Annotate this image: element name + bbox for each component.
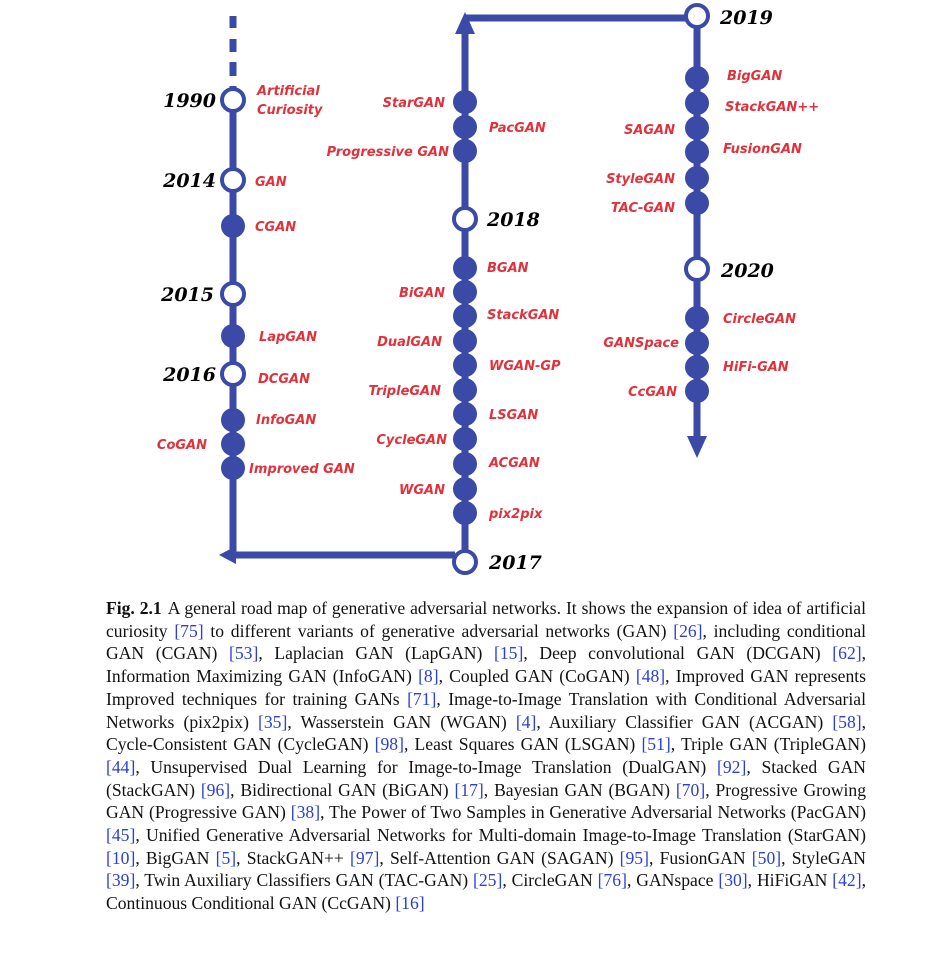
caption-segment: , Twin Auxiliary Classifiers GAN (TAC-GAN) (135, 870, 474, 891)
node-ccgan (685, 379, 709, 403)
node-wgan (453, 477, 477, 501)
node-triplegan (453, 378, 477, 402)
arrow-left (219, 546, 236, 564)
label-lapgan: LapGAN (259, 330, 317, 345)
node-lapgan (221, 324, 245, 348)
label-cogan: CoGAN (156, 438, 207, 453)
label-artificial: Artificial (257, 84, 320, 99)
caption-segment: , HiFiGAN (747, 870, 833, 891)
citation-link[interactable]: [58] (832, 711, 862, 732)
label-stackganpp: StackGAN++ (725, 100, 820, 115)
citation-link[interactable]: [5] (215, 847, 237, 868)
caption-segment: , Information Maximizing GAN (InfoGAN) (106, 643, 867, 687)
citation-link[interactable]: [98] (374, 734, 404, 755)
citation-link[interactable]: [75] (174, 620, 204, 641)
caption-segment: , Image-to-Image Translation with Conditional Adversarial Networks (pix2pix) (106, 688, 866, 732)
node-2016 (222, 363, 244, 385)
node-dualgan (453, 329, 477, 353)
caption-segment: to different variants of generative adversarial networks (GAN) (203, 620, 674, 641)
citation-link[interactable]: [71] (407, 688, 437, 709)
caption-segment: , Unified Generative Adversarial Networks for Multi-domain Image-to-Image Translation (StarGAN) (135, 825, 866, 846)
caption-segment: , including conditional GAN (CGAN) (106, 620, 867, 664)
citation-link[interactable]: [53] (229, 643, 259, 664)
citation-link[interactable]: [25] (473, 870, 503, 891)
year-label-2014: 2014 (163, 170, 216, 192)
citation-link[interactable]: [62] (832, 643, 862, 664)
caption-segment: , Unsupervised Dual Learning for Image-to-Image Translation (DualGAN) (135, 756, 718, 777)
node-fusiongan (685, 140, 709, 164)
node-wgan-gp (453, 353, 477, 377)
node-hifigan (685, 355, 709, 379)
label-bigan: BiGAN (399, 286, 445, 301)
node-cogan (221, 432, 245, 456)
node-stackgan (453, 304, 477, 328)
citation-link[interactable]: [39] (106, 870, 136, 891)
caption-segment: , Laplacian GAN (LapGAN) (258, 643, 495, 664)
year-label-2016: 2016 (163, 364, 216, 386)
caption-segment: , CircleGAN (502, 870, 598, 891)
node-2020 (686, 258, 708, 280)
node-sagan (685, 116, 709, 140)
label-acgan: ACGAN (489, 456, 540, 471)
figure-label: Fig. 2.1 (106, 598, 162, 618)
node-1990 (222, 89, 244, 111)
node-ganspace (685, 331, 709, 355)
citation-link[interactable]: [38] (290, 802, 321, 823)
node-acgan (453, 452, 477, 476)
node-pix2pix (453, 501, 477, 525)
node-circlegan (685, 306, 709, 330)
node-biggan (685, 66, 709, 90)
label-bgan: BGAN (487, 261, 529, 276)
year-label-2015: 2015 (161, 284, 214, 306)
caption-segment: , Improved GAN represents Improved techniques for training GANs (106, 666, 866, 709)
citation-link[interactable]: [8] (418, 666, 439, 687)
label-circlegan: CircleGAN (723, 312, 796, 327)
citation-link[interactable]: [35] (258, 711, 288, 732)
citation-link[interactable]: [26] (673, 620, 703, 641)
citation-link[interactable]: [97] (350, 847, 380, 868)
caption-segment: , Deep convolutional GAN (DCGAN) (523, 643, 833, 664)
label-fusiongan: FusionGAN (723, 142, 802, 157)
citation-link[interactable]: [51] (641, 734, 671, 755)
label-stargan: StarGAN (382, 96, 445, 111)
citation-link[interactable]: [45] (106, 825, 136, 846)
caption-segment: , Triple GAN (TripleGAN) (670, 734, 866, 755)
caption-segment: , Auxiliary Classifier GAN (ACGAN) (536, 711, 833, 732)
citation-link[interactable]: [16] (395, 893, 425, 914)
label-ganspace: GANSpace (603, 336, 679, 351)
node-tacgan (685, 191, 709, 215)
node-2017 (454, 551, 476, 573)
caption-segment: A general road map of generative adversarial networks. It shows the expansion of idea of artificial curiosity (106, 598, 866, 641)
citation-link[interactable]: [48] (635, 666, 666, 687)
label-stylegan: StyleGAN (606, 172, 675, 187)
node-2015 (222, 283, 244, 305)
caption-segment: , Stacked GAN (StackGAN) (106, 756, 866, 800)
caption-segment: , Continuous Conditional GAN (CcGAN) (106, 870, 866, 914)
label-tacgan: TAC-GAN (610, 201, 675, 216)
year-label-2017: 2017 (489, 552, 542, 574)
label-curiosity: Curiosity (257, 103, 323, 118)
caption-segment: , Bidirectional GAN (BiGAN) (230, 779, 455, 800)
caption-segment: , StyleGAN (781, 847, 866, 868)
citation-link[interactable]: [92] (717, 756, 747, 777)
model-labels (157, 69, 819, 522)
caption-segment: , Wasserstein GAN (WGAN) (287, 711, 516, 732)
caption-segment: , Bayesian GAN (BGAN) (483, 779, 676, 800)
citation-link[interactable]: [15] (494, 643, 524, 664)
caption-segment: , FusionGAN (648, 847, 752, 868)
arrow-down (687, 436, 707, 458)
caption-segment: , StackGAN++ (236, 847, 351, 868)
label-cgan: CGAN (255, 220, 297, 235)
label-biggan: BigGAN (727, 69, 783, 84)
label-triplegan: TripleGAN (368, 384, 441, 399)
citation-link[interactable]: [30] (718, 870, 748, 891)
node-2019 (686, 5, 708, 27)
label-progressive-gan: Progressive GAN (326, 145, 449, 160)
label-gan: GAN (255, 175, 287, 190)
caption-segment: , The Power of Two Samples in Generative Adversarial Networks (PacGAN) (320, 802, 866, 823)
node-stylegan (685, 166, 709, 190)
caption-segment: , Coupled GAN (CoGAN) (438, 666, 636, 687)
caption-segment: , GANspace (626, 870, 719, 891)
node-progressive-gan (453, 139, 477, 163)
label-infogan: InfoGAN (256, 413, 317, 428)
label-wgan-gp: WGAN-GP (489, 359, 561, 374)
citation-link[interactable]: [42] (832, 870, 862, 891)
citation-link[interactable]: [17] (454, 779, 484, 800)
node-bigan (453, 280, 477, 304)
node-cyclegan (453, 427, 477, 451)
label-sagan: SAGAN (623, 123, 675, 138)
node-infogan (221, 408, 245, 432)
citation-link[interactable]: [10] (106, 847, 136, 868)
year-label-2020: 2020 (721, 260, 774, 282)
caption-segment: , Cycle-Consistent GAN (CycleGAN) (106, 711, 867, 755)
caption-text (106, 598, 866, 913)
citation-link[interactable]: [4] (515, 711, 537, 732)
node-improved-gan (221, 456, 245, 480)
node-cgan (221, 214, 245, 238)
label-cyclegan: CycleGAN (376, 433, 447, 448)
caption-segment: , Progressive Growing GAN (Progressive GAN) (106, 779, 867, 823)
label-lsgan: LSGAN (489, 408, 539, 423)
year-label-1990: 1990 (163, 90, 216, 112)
caption-segment: , Least Squares GAN (LSGAN) (403, 734, 642, 755)
node-pacgan (453, 115, 477, 139)
label-ccgan: CcGAN (628, 385, 677, 400)
label-hifigan: HiFi-GAN (723, 360, 789, 375)
node-lsgan (453, 402, 477, 426)
label-stackgan: StackGAN (487, 308, 560, 323)
citation-link[interactable]: [44] (106, 756, 136, 777)
figure-caption (106, 597, 866, 915)
label-pix2pix: pix2pix (489, 507, 543, 522)
label-wgan: WGAN (399, 483, 445, 498)
label-pacgan: PacGAN (489, 121, 546, 136)
citation-link[interactable]: [70] (675, 779, 706, 800)
node-2018 (454, 208, 476, 230)
citation-link[interactable]: [96] (200, 779, 231, 800)
citation-link[interactable]: [95] (619, 847, 649, 868)
year-label-2019: 2019 (720, 7, 773, 29)
citation-link[interactable]: [76] (597, 870, 627, 891)
label-dualgan: DualGAN (377, 335, 442, 350)
label-improved-gan: Improved GAN (249, 462, 355, 477)
caption-segment: , BigGAN (135, 847, 216, 868)
label-dcgan: DCGAN (258, 372, 310, 387)
node-2014 (222, 169, 244, 191)
node-stackganpp (685, 91, 709, 115)
node-stargan (453, 90, 477, 114)
node-bgan (453, 256, 477, 280)
citation-link[interactable]: [50] (751, 847, 782, 868)
caption-segment: , Self-Attention GAN (SAGAN) (379, 847, 620, 868)
year-label-2018: 2018 (487, 209, 540, 231)
